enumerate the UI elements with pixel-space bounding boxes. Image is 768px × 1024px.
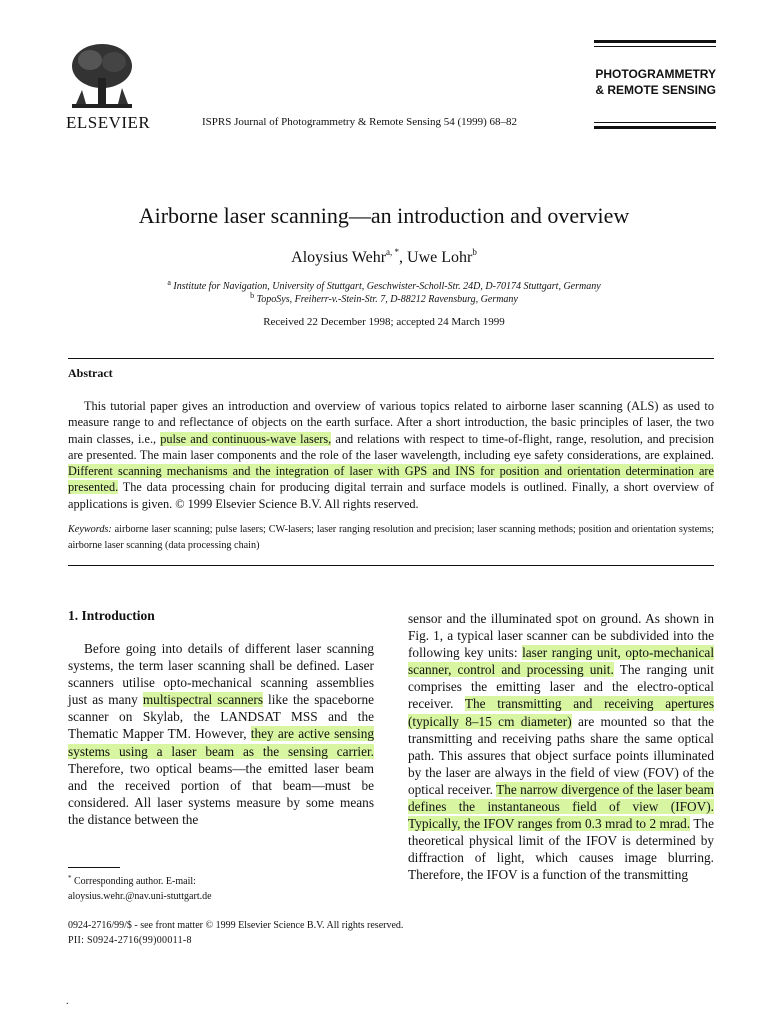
article-title: Airborne laser scanning—an introduction and overview	[138, 203, 630, 228]
abstract-rule-bottom	[68, 565, 714, 566]
paragraph	[68, 640, 374, 828]
abstract-text-run: and relations with respect to time-of-flight, range, resolution, and precision are presented. The main laser components and the role of the laser wavelength, including eye safety considerations, are explained.	[68, 431, 715, 462]
affiliation-text: Institute for Navigation, University of Stuttgart, Geschwister-Scholl-Str. 24D, D-70174 Stuttgart, Germany	[173, 281, 601, 292]
page-dot: .	[66, 996, 69, 1007]
received-dates: Received 22 December 1998; accepted 24 March 1999	[263, 316, 505, 328]
header-rule-bottom-thin	[594, 122, 716, 123]
body-text-run: like the spaceborne scanner on Skylab, the LANDSAT MSS and the Thematic Mapper TM. However,	[68, 692, 375, 742]
copyright-line: 0924-2716/99/$ - see front matter © 1999 Elsevier Science B.V. All rights reserved.	[68, 920, 404, 931]
header-rule-top-thin	[594, 46, 716, 47]
abstract-rule-top	[68, 358, 714, 359]
header-rule-bottom	[594, 126, 716, 129]
body-text-run: Before going into details of different laser scanning systems, the term laser scanning shall be defined. Laser scanners utilise opto-mechanical scanning assemblies just as many	[68, 641, 374, 708]
abstract-heading: Abstract	[68, 366, 113, 380]
affiliation-mark: a	[167, 278, 171, 287]
body-text-run: sensor and the illuminated spot on ground. As shown in Fig. 1, a typical laser scanner can be subdivided into the following key units:	[408, 611, 714, 661]
footnote-line-1	[68, 871, 368, 890]
journal-citation: ISPRS Journal of Photogrammetry & Remote Sensing 54 (1999) 68–82	[202, 116, 518, 128]
affiliation-a	[0, 278, 768, 292]
affiliation-mark: b	[250, 291, 255, 300]
left-column	[68, 640, 374, 828]
abstract-text-run: This tutorial paper gives an introduction and overview of various topics related to airborne laser scanning (ALS) as used to measure range to and reflectance of objects on the earth surface. After a short introduction, the basic principles of laser, the two main classes, i.e.,	[68, 399, 714, 446]
right-column	[408, 610, 714, 884]
body-text-run: are mounted so that the transmitting and receiving paths share the same optical path. This assures that object surface points illuminated by the laser are always in the field of view (FOV) of the optical receiver.	[408, 713, 714, 797]
paragraph	[408, 610, 714, 884]
header-rule-top	[594, 40, 716, 43]
affiliation-text: TopoSys, Freiherr-v.-Stein-Str. 7, D-88212 Ravensburg, Germany	[256, 294, 518, 305]
highlighted-text: multispectral scanners	[142, 692, 264, 708]
author-affiliation-mark: b	[472, 247, 477, 257]
affiliation-b	[0, 291, 768, 305]
keywords-text: airborne laser scanning; pulse lasers; CW-lasers; laser ranging resolution and precision; laser scanning methods; position and orientation systems; airborne laser scanning (data processing chain)	[68, 524, 714, 551]
section-heading: 1. Introduction	[68, 608, 155, 623]
highlighted-text: they are active sensing systems using a laser beam as the sensing carrier.	[68, 726, 375, 759]
footnote-text: Corresponding author. E-mail:	[74, 876, 196, 887]
author-name: Aloysius Wehr	[291, 249, 387, 266]
publisher-name: ELSEVIER	[66, 113, 151, 132]
journal-brand	[594, 66, 716, 98]
author-affiliation-mark: a, *	[386, 247, 400, 257]
author-name: Uwe Lohr	[407, 249, 473, 266]
keywords-label: Keywords:	[68, 524, 112, 535]
footnote-email: aloysius.wehr.@nav.uni-stuttgart.de	[68, 890, 212, 902]
highlighted-text: The narrow divergence of the laser beam defines the instantaneous field of view (IFOV). Typically, the IFOV ranges from 0.3 mrad to 2 mrad.	[408, 781, 714, 832]
elsevier-tree-logo	[62, 40, 142, 112]
brand-line-2: & REMOTE SENSING	[595, 83, 716, 97]
highlighted-text: Different scanning mechanisms and the integration of laser with GPS and INS for position and orientation determination are presented.	[68, 464, 714, 495]
highlighted-text: pulse and continuous-wave lasers,	[160, 431, 332, 446]
pii-line: PII: S0924-2716(99)00011-8	[68, 935, 192, 946]
footnote-mark: *	[68, 874, 72, 882]
body-text-run: Therefore, two optical beams—the emitted laser beam and the received portion of that beam—must be considered. All laser systems measure by some means the distance between the	[68, 760, 374, 827]
footnote	[68, 871, 368, 904]
highlighted-text: The transmitting and receiving apertures (typically 8–15 cm diameter)	[408, 696, 714, 729]
abstract-text	[68, 398, 714, 512]
keywords	[68, 522, 714, 554]
abstract-text-run: The data processing chain for producing digital terrain and surface models is outlined. Finally, a short overview of applications is given. © 1999 Elsevier Science B.V. All rights reserved.	[68, 480, 714, 511]
footnote-rule	[68, 867, 120, 868]
body-text-run: The ranging unit comprises the emitting laser and the electro-optical receiver.	[408, 662, 714, 712]
author-line	[0, 247, 768, 267]
body-text-run: The theoretical physical limit of the IFOV is determined by diffraction of light, which causes image blurring. Therefore, the IFOV is a function of the transmitting	[408, 816, 714, 883]
author-separator: ,	[399, 249, 408, 266]
brand-line-1: PHOTOGRAMMETRY	[595, 67, 716, 81]
highlighted-text: laser ranging unit, opto-mechanical scanner, control and processing unit.	[408, 645, 715, 678]
